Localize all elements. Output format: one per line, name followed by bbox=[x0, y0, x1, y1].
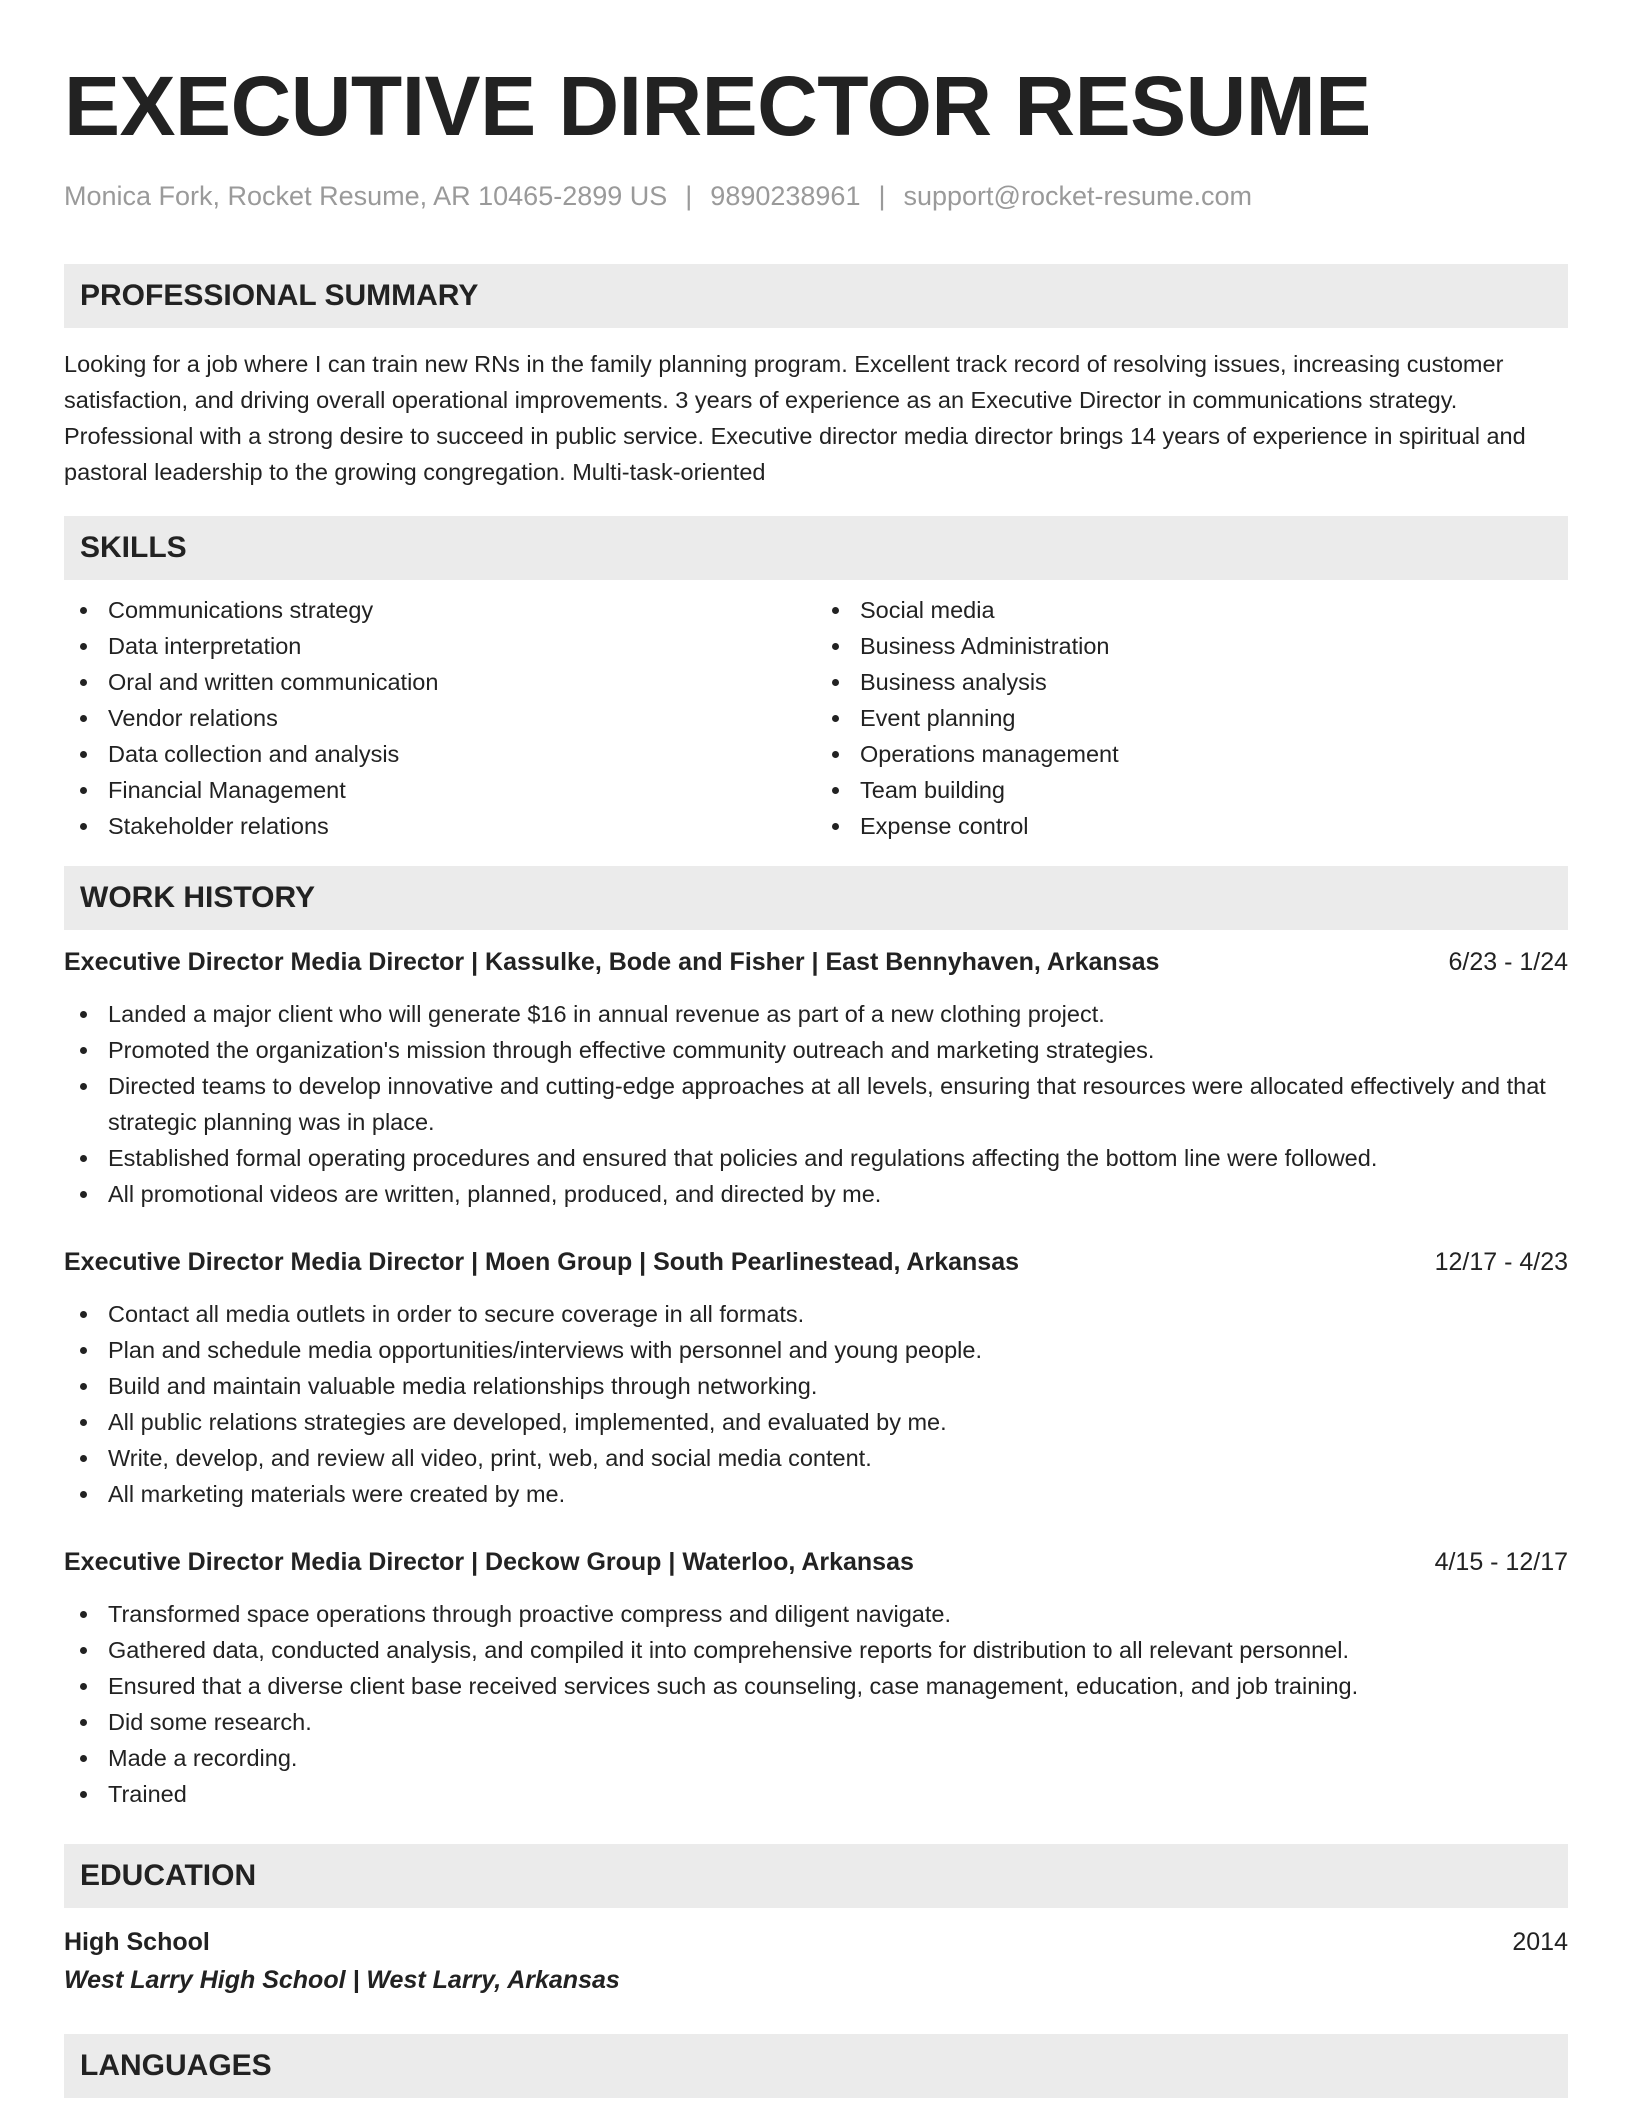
skill-item: Financial Management bbox=[64, 772, 816, 808]
skills-list bbox=[64, 592, 1568, 844]
summary-text: Looking for a job where I can train new RNs in the family planning program. Excellent track record of resolving issues, increasing customer satisfaction, and driving overall operational improvements. 3 years of experience as an Executive Director in communications strategy. Professional with a strong desire to succeed in public service. Executive director media director brings 14 years of experience in spiritual and pastoral leadership to the growing congregation. Multi-task-oriented bbox=[64, 351, 1526, 485]
job-header bbox=[64, 1544, 1568, 1580]
job-entry bbox=[64, 944, 1568, 1212]
skill-item: Stakeholder relations bbox=[64, 808, 816, 844]
skill-item: Data collection and analysis bbox=[64, 736, 816, 772]
contact-separator: | bbox=[878, 181, 886, 211]
job-bullets bbox=[64, 1596, 1568, 1812]
job-bullet: Directed teams to develop innovative and cutting-edge approaches at all levels, ensuring that resources were allocated effectively and that strategic planning was in place. bbox=[64, 1068, 1568, 1140]
job-bullet: Contact all media outlets in order to secure coverage in all formats. bbox=[64, 1296, 1568, 1332]
skills-column-right bbox=[816, 592, 1568, 844]
skill-item: Expense control bbox=[816, 808, 1568, 844]
contact-separator: | bbox=[685, 181, 693, 211]
job-dates: 12/17 - 4/23 bbox=[1434, 1248, 1568, 1276]
job-bullet: Plan and schedule media opportunities/interviews with personnel and young people. bbox=[64, 1332, 1568, 1368]
contact-phone: 9890238961 bbox=[710, 181, 861, 211]
job-bullet: Transformed space operations through proactive compress and diligent navigate. bbox=[64, 1596, 1568, 1632]
job-bullet: All marketing materials were created by me. bbox=[64, 1476, 1568, 1512]
job-bullet: Trained bbox=[64, 1776, 1568, 1812]
job-entry bbox=[64, 1244, 1568, 1512]
job-bullets bbox=[64, 1296, 1568, 1512]
skill-item: Event planning bbox=[816, 700, 1568, 736]
education-header bbox=[64, 1924, 1568, 1960]
job-bullet: Landed a major client who will generate $16 in annual revenue as part of a new clothing project. bbox=[64, 996, 1568, 1032]
section-header-work-history: WORK HISTORY bbox=[64, 866, 1568, 930]
job-bullet: All public relations strategies are developed, implemented, and evaluated by me. bbox=[64, 1404, 1568, 1440]
job-bullet: All promotional videos are written, planned, produced, and directed by me. bbox=[64, 1176, 1568, 1212]
job-heading: Executive Director Media Director | Moen Group | South Pearlinestead, Arkansas bbox=[64, 1248, 1020, 1276]
section-header-education: EDUCATION bbox=[64, 1844, 1568, 1908]
job-bullet: Write, develop, and review all video, print, web, and social media content. bbox=[64, 1440, 1568, 1476]
resume-title: EXECUTIVE DIRECTOR RESUME bbox=[64, 59, 1371, 153]
job-bullet: Made a recording. bbox=[64, 1740, 1568, 1776]
job-bullet: Gathered data, conducted analysis, and compiled it into comprehensive reports for distribution to all relevant personnel. bbox=[64, 1632, 1568, 1668]
education-year: 2014 bbox=[1512, 1928, 1568, 1956]
education-degree: High School bbox=[64, 1928, 210, 1956]
contact-address: Monica Fork, Rocket Resume, AR 10465-2899 US bbox=[64, 181, 668, 211]
job-bullets bbox=[64, 996, 1568, 1212]
contact-email[interactable]: support@rocket-resume.com bbox=[903, 181, 1253, 211]
job-dates: 4/15 - 12/17 bbox=[1434, 1548, 1568, 1576]
job-bullet: Promoted the organization's mission through effective community outreach and marketing strategies. bbox=[64, 1032, 1568, 1068]
skill-item: Data interpretation bbox=[64, 628, 816, 664]
section-header-languages: LANGUAGES bbox=[64, 2034, 1568, 2098]
skill-item: Operations management bbox=[816, 736, 1568, 772]
job-entry bbox=[64, 1544, 1568, 1812]
education-school: West Larry High School | West Larry, Arkansas bbox=[64, 1966, 620, 1994]
skill-item: Business Administration bbox=[816, 628, 1568, 664]
skill-item: Vendor relations bbox=[64, 700, 816, 736]
section-header-skills: SKILLS bbox=[64, 516, 1568, 580]
job-bullet: Build and maintain valuable media relationships through networking. bbox=[64, 1368, 1568, 1404]
job-heading: Executive Director Media Director | Deckow Group | Waterloo, Arkansas bbox=[64, 1548, 914, 1576]
skill-item: Business analysis bbox=[816, 664, 1568, 700]
job-bullet: Ensured that a diverse client base received services such as counseling, case management, education, and job training. bbox=[64, 1668, 1568, 1704]
skill-item: Social media bbox=[816, 592, 1568, 628]
job-bullet: Did some research. bbox=[64, 1704, 1568, 1740]
job-heading: Executive Director Media Director | Kassulke, Bode and Fisher | East Bennyhaven, Arkansas bbox=[64, 948, 1160, 976]
skill-item: Team building bbox=[816, 772, 1568, 808]
job-header bbox=[64, 1244, 1568, 1280]
job-header bbox=[64, 944, 1568, 980]
skill-item: Communications strategy bbox=[64, 592, 816, 628]
skill-item: Oral and written communication bbox=[64, 664, 816, 700]
job-bullet: Established formal operating procedures and ensured that policies and regulations affecting the bottom line were followed. bbox=[64, 1140, 1568, 1176]
education-entry bbox=[64, 1924, 1568, 1998]
job-dates: 6/23 - 1/24 bbox=[1448, 948, 1568, 976]
contact-line bbox=[64, 178, 1568, 214]
skills-column-left bbox=[64, 592, 816, 844]
section-header-summary: PROFESSIONAL SUMMARY bbox=[64, 264, 1568, 328]
